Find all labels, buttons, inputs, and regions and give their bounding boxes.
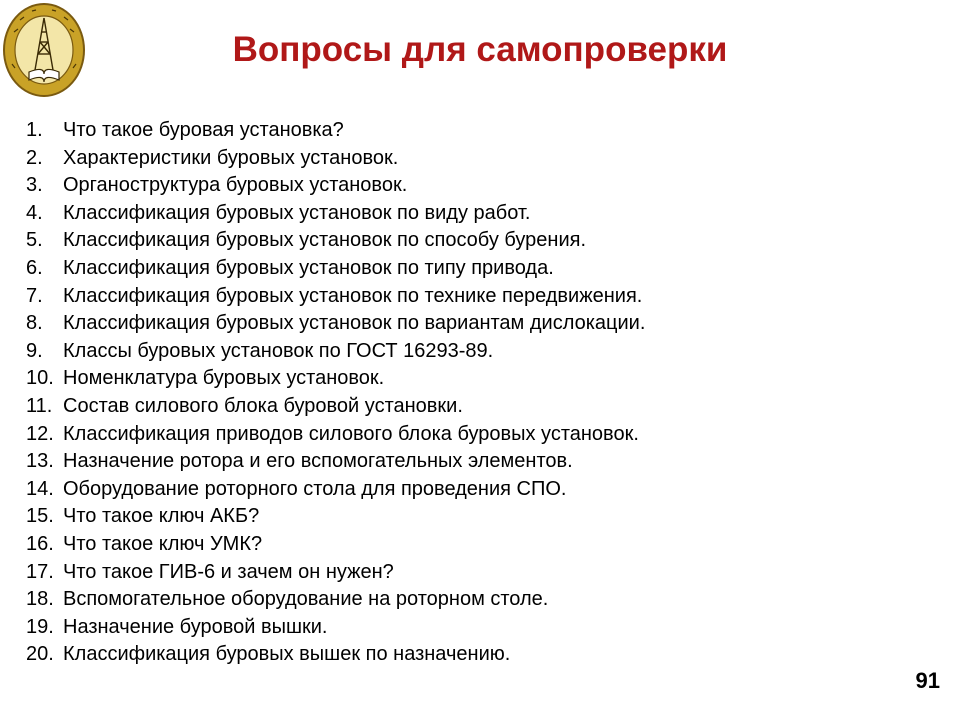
question-item xyxy=(26,172,906,200)
question-number: 11. xyxy=(26,394,53,417)
question-item xyxy=(26,200,906,228)
question-number: 3. xyxy=(26,174,43,197)
question-text: Классификация буровых установок по типу привода. xyxy=(63,256,554,279)
question-number: 8. xyxy=(26,312,43,335)
question-item xyxy=(26,283,906,311)
question-text: Классификация буровых установок по виду работ. xyxy=(63,201,531,224)
question-item xyxy=(26,145,906,173)
question-item xyxy=(26,614,906,642)
question-text: Классы буровых установок по ГОСТ 16293-89. xyxy=(63,339,494,362)
question-text: Что такое ГИВ-6 и зачем он нужен? xyxy=(63,560,394,583)
question-text: Номенклатура буровых установок. xyxy=(63,367,385,390)
page-number: 91 xyxy=(915,668,940,693)
question-item xyxy=(26,586,906,614)
question-number: 10. xyxy=(26,367,54,390)
question-number: 6. xyxy=(26,256,43,279)
question-item xyxy=(26,503,906,531)
question-text: Состав силового блока буровой установки. xyxy=(63,394,463,417)
question-number: 12. xyxy=(26,422,54,445)
question-text: Классификация буровых установок по вариантам дислокации. xyxy=(63,312,646,335)
question-item xyxy=(26,310,906,338)
question-text: Назначение ротора и его вспомогательных элементов. xyxy=(63,450,573,473)
question-item xyxy=(26,393,906,421)
question-list xyxy=(26,117,906,669)
question-number: 20. xyxy=(26,643,54,666)
question-text: Органоструктура буровых установок. xyxy=(63,174,408,197)
question-item xyxy=(26,559,906,587)
question-number: 2. xyxy=(26,146,43,169)
question-number: 19. xyxy=(26,615,54,638)
question-item xyxy=(26,365,906,393)
question-text: Что такое ключ УМК? xyxy=(63,532,263,555)
question-text: Вспомогательное оборудование на роторном столе. xyxy=(63,588,549,611)
question-number: 4. xyxy=(26,201,43,224)
question-text: Оборудование роторного стола для проведения СПО. xyxy=(63,477,567,500)
question-text: Классификация буровых установок по способу бурения. xyxy=(63,229,587,252)
question-text: Что такое буровая установка? xyxy=(63,119,344,141)
question-number: 17. xyxy=(26,560,54,583)
question-number: 14. xyxy=(26,477,54,500)
question-text: Что такое ключ АКБ? xyxy=(63,505,260,528)
question-number: 13. xyxy=(26,450,54,473)
question-text: Классификация приводов силового блока буровых установок. xyxy=(63,422,639,445)
question-item xyxy=(26,338,906,366)
question-text: Назначение буровой вышки. xyxy=(63,615,328,638)
question-number: 1. xyxy=(26,119,43,141)
question-text: Классификация буровых установок по технике передвижения. xyxy=(63,284,643,307)
question-item xyxy=(26,421,906,449)
question-number: 5. xyxy=(26,229,43,252)
question-item xyxy=(26,227,906,255)
question-item xyxy=(26,641,906,669)
question-number: 18. xyxy=(26,588,54,611)
question-item xyxy=(26,255,906,283)
question-text: Классификация буровых вышек по назначению. xyxy=(63,643,511,666)
question-item xyxy=(26,476,906,504)
page-title: Вопросы для самопроверки xyxy=(232,30,728,69)
question-item xyxy=(26,117,906,145)
question-item xyxy=(26,448,906,476)
question-item xyxy=(26,531,906,559)
question-number: 16. xyxy=(26,532,54,555)
question-number: 9. xyxy=(26,339,43,362)
question-number: 7. xyxy=(26,284,43,307)
question-number: 15. xyxy=(26,505,54,528)
question-text: Характеристики буровых установок. xyxy=(63,146,399,169)
